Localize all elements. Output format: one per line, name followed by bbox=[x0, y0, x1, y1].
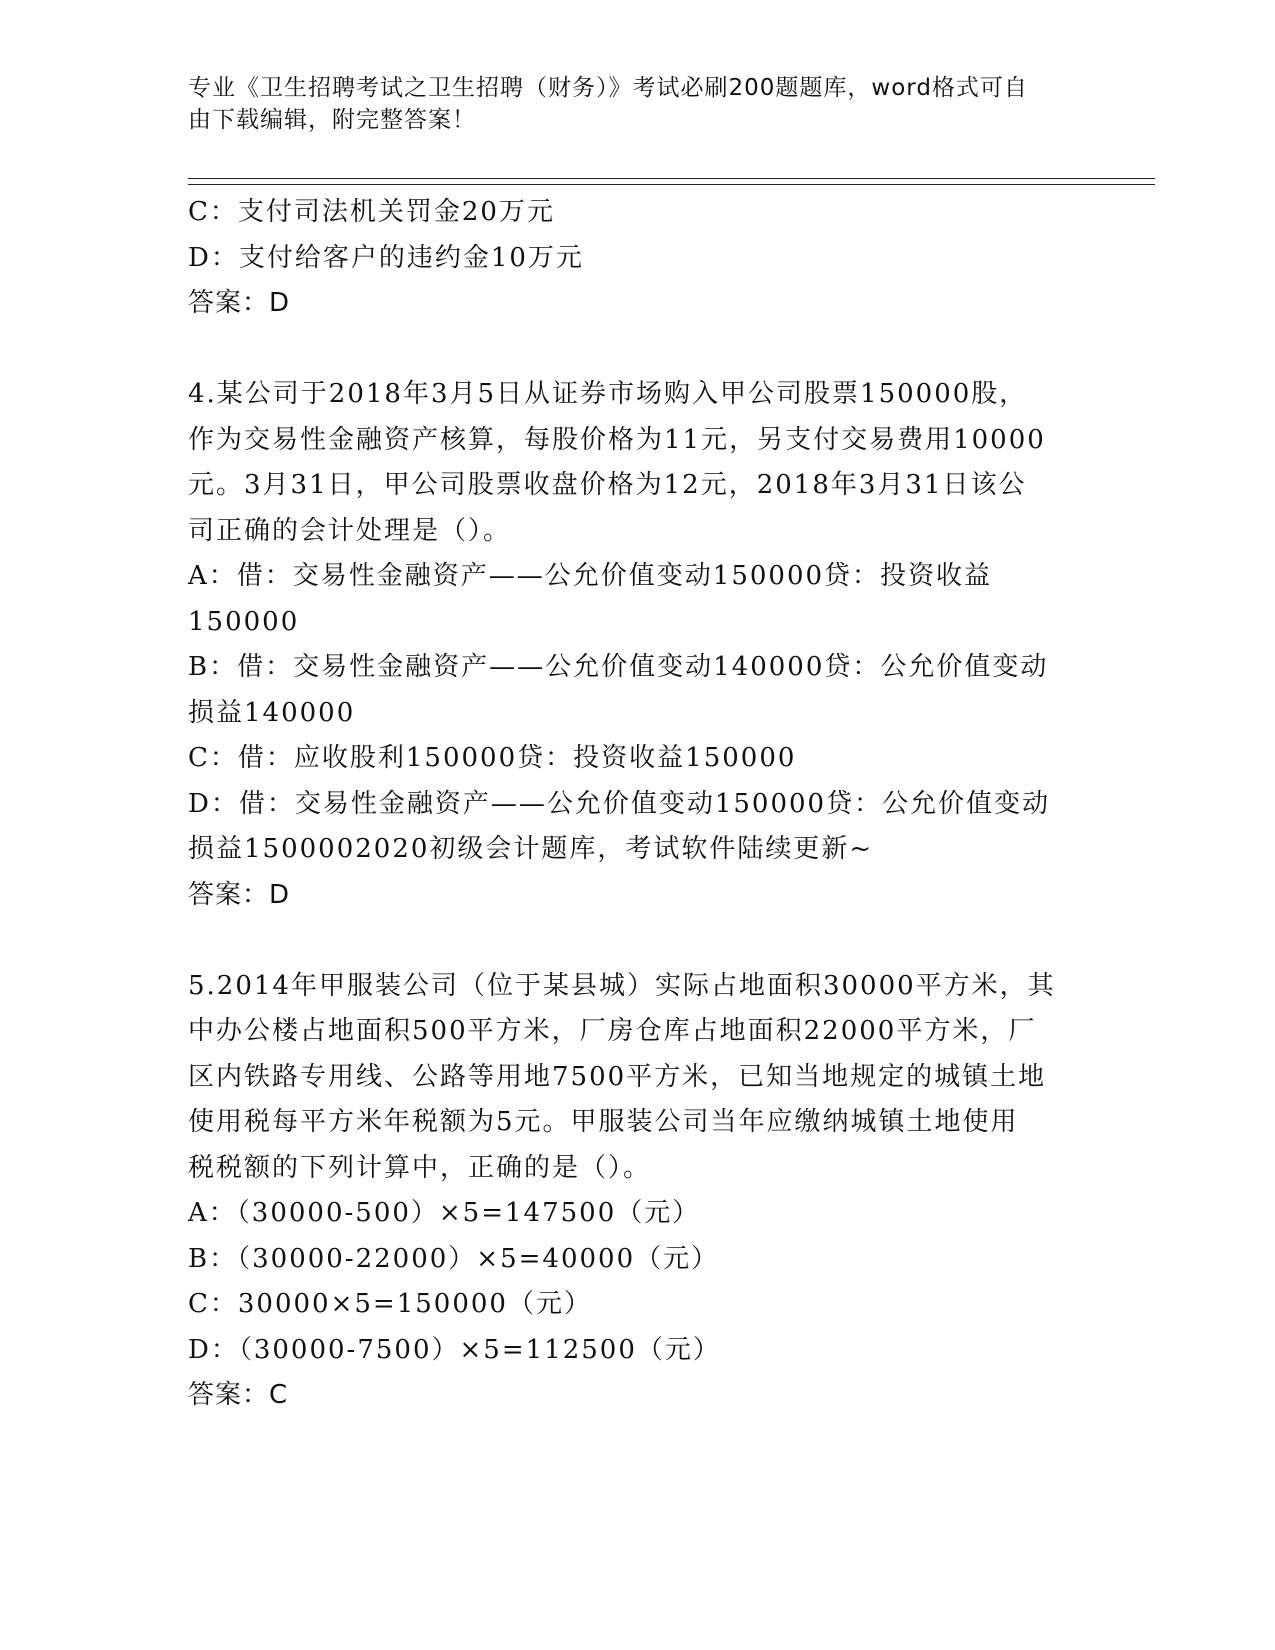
answer: 答案：D bbox=[188, 288, 291, 318]
option-b: B：（30000-22000）×5=40000（元） bbox=[188, 1243, 720, 1274]
question-3-tail bbox=[188, 190, 1088, 327]
option-a-continued: 150000 bbox=[188, 606, 300, 637]
option-a: A：（30000-500）×5=147500（元） bbox=[188, 1198, 701, 1228]
option-d: D：支付给客户的违约金10万元 bbox=[188, 242, 584, 273]
question-5 bbox=[188, 964, 1088, 1419]
option-b: B：借：交易性金融资产——公允价值变动140000贷：公允价值变动 bbox=[188, 652, 1049, 682]
question-stem-line: 5.2014年甲服装公司（位于某县城）实际占地面积30000平方米，其 bbox=[188, 970, 1056, 1001]
document-header bbox=[188, 72, 1068, 136]
header-line-2: 由下载编辑，附完整答案！ bbox=[188, 107, 476, 133]
question-4 bbox=[188, 372, 1088, 918]
option-d: D：借：交易性金融资产——公允价值变动150000贷：公允价值变动 bbox=[188, 788, 1051, 819]
spacer bbox=[188, 327, 1088, 373]
question-stem-line: 中办公楼占地面积500平方米，厂房仓库占地面积22000平方米，厂 bbox=[188, 1016, 1037, 1046]
document-body bbox=[188, 190, 1088, 1419]
option-c: C：借：应收股利150000贷：投资收益150000 bbox=[188, 743, 797, 773]
spacer bbox=[188, 918, 1088, 964]
question-stem-line: 元。3月31日，甲公司股票收盘价格为12元，2018年3月31日该公 bbox=[188, 470, 1027, 500]
option-c: C：支付司法机关罚金20万元 bbox=[188, 197, 555, 227]
option-d-continued: 损益1500002020初级会计题库，考试软件陆续更新~ bbox=[188, 834, 874, 864]
header-divider-bottom bbox=[188, 184, 1155, 185]
header-divider-top bbox=[188, 178, 1155, 179]
question-stem-line: 区内铁路专用线、公路等用地7500平方米，已知当地规定的城镇土地 bbox=[188, 1061, 1047, 1092]
option-d: D：（30000-7500）×5=112500（元） bbox=[188, 1334, 721, 1365]
answer: 答案：C bbox=[188, 1380, 289, 1410]
option-b-continued: 损益140000 bbox=[188, 697, 356, 728]
question-stem-line: 使用税每平方米年税额为5元。甲服装公司当年应缴纳城镇土地使用 bbox=[188, 1107, 1019, 1137]
question-stem-line: 作为交易性金融资产核算，每股价格为11元，另支付交易费用10000 bbox=[188, 424, 1046, 455]
option-c: C：30000×5=150000（元） bbox=[188, 1289, 592, 1319]
answer: 答案：D bbox=[188, 879, 291, 910]
header-line-1: 专业《卫生招聘考试之卫生招聘（财务）》考试必刷200题题库，word格式可自 bbox=[188, 75, 1028, 101]
question-stem-line: 税税额的下列计算中，正确的是（）。 bbox=[188, 1152, 652, 1183]
question-stem-line: 司正确的会计处理是（）。 bbox=[188, 515, 512, 546]
question-stem-line: 4.某公司于2018年3月5日从证券市场购入甲公司股票150000股， bbox=[188, 379, 1028, 409]
option-a: A：借：交易性金融资产——公允价值变动150000贷：投资收益 bbox=[188, 561, 993, 591]
